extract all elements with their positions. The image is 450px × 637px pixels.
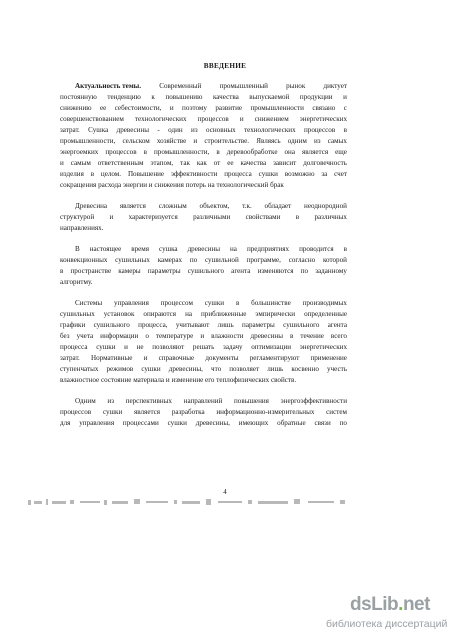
text-line: структурой и характеризуется различными свойствами в различных: [60, 213, 347, 221]
text-line: Одним из перспективных направлений повышения энергоэффективности: [75, 397, 347, 405]
text-line: Системы управления процессом сушки в большинстве производимых: [75, 299, 347, 307]
text-line: для управления процессами сушки древесины, имеющих обратные связи по: [60, 419, 347, 427]
text-line: алгоритму.: [60, 278, 93, 286]
dslib-logo: dsLib.net: [350, 594, 430, 615]
text-line: энергоемких процессов в промышленности, в деревообработке она является еще: [60, 148, 347, 156]
text-line: постоянную тенденцию к повышению качества выпускаемой продукции и: [60, 93, 347, 101]
text-line: сокращения расхода энергии и снижения потерь на технологический брак: [60, 181, 284, 189]
text-line: процесса сушки и не позволяют решать задачу оптимизации энергетических: [60, 343, 347, 351]
text-line: совершенствованием технологических процессов и снижением энергетических: [60, 115, 347, 123]
text-line: конвекционных сушильных камерах по сушильной программе, согласно которой: [60, 256, 347, 264]
text-line: в пространстве камеры параметры сушильного агента изменяются по заданному: [60, 267, 347, 275]
text-line: процессов сушки является разработка информационно-измерительных систем: [60, 408, 347, 416]
text-line: Древесина является сложным объектом, т.к. обладает неоднородной: [75, 202, 347, 210]
text-line: влажностное состояние материала и изменение его теплофизических свойств.: [60, 376, 297, 384]
text-line: В настоящее время сушка древесины на предприятиях проводится в: [75, 245, 347, 253]
text-line: и самым ответственным этапом, так как от ее качества зависит долговечность: [60, 159, 347, 167]
text-line: затрат. Сушка древесины - один из основных технологических процессов в: [60, 126, 347, 134]
text-line: графики сушильного процесса, учитывают лишь параметры сушильного агента: [60, 321, 347, 329]
text-line: направлениях.: [60, 224, 104, 232]
text-line: изделия в целом. Повышение эффективности процесса сушки возможно за счет: [60, 170, 347, 178]
text-line: затрат. Нормативные и справочные документы регламентируют применение: [60, 354, 347, 362]
text-line: Актуальность темы. Современный промышленный рынок диктует: [75, 82, 347, 90]
text-line: ступенчатых режимов сушки древесины, что позволяет лишь косвенно учесть: [60, 365, 347, 373]
section-heading: ВВЕДЕНИЕ: [203, 62, 247, 70]
text-line: промышленности, сельском хозяйстве и строительстве. Являясь одним из самых: [60, 137, 347, 145]
text-line: снижению ее себестоимости, и поэтому развитие промышленности связано с: [60, 104, 347, 112]
text-line: сушильных установок опираются на приближенные эмпирически определенные: [60, 310, 347, 318]
text-line: без учета информации о температуре и влажности древесины в течение всего: [60, 332, 347, 340]
watermark-caption: библиотека диссертаций: [326, 618, 448, 630]
page-number: 4: [223, 488, 227, 496]
scan-noise-strip: [28, 497, 358, 507]
